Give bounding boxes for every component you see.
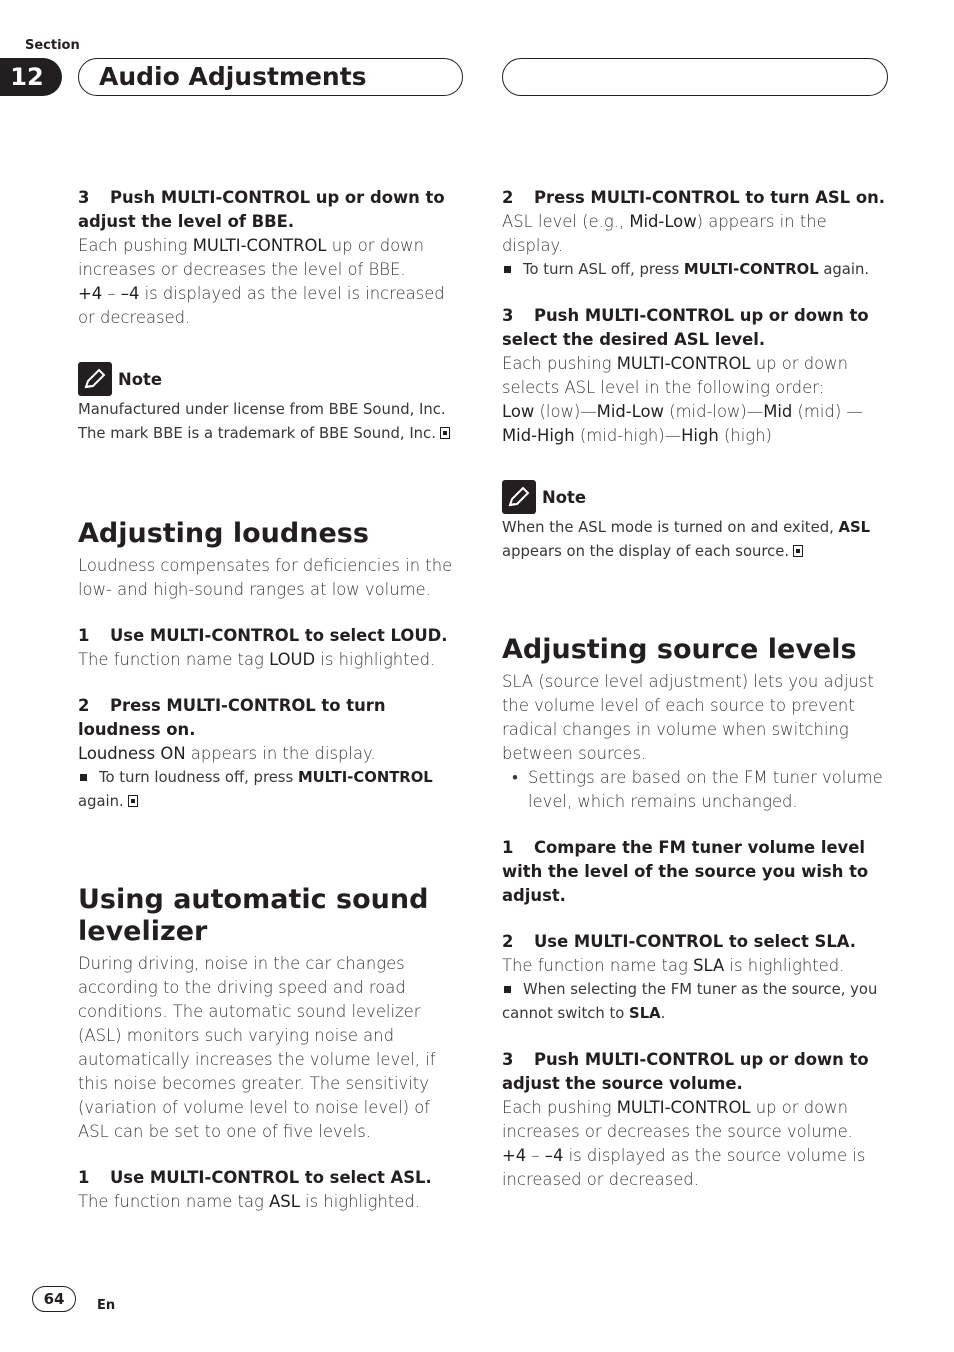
step-3-bbe: 3 Push MULTI-CONTROL up or down to adjust the level of BBE. <box>78 188 445 231</box>
note-heading: Note <box>502 480 886 514</box>
left-column <box>78 186 462 1214</box>
step-2-sla: 2 Use MULTI-CONTROL to select SLA. <box>502 932 857 951</box>
asl-intro: During driving, noise in the car changes according to the driving speed and road conditions. The automatic sound levelizer (ASL) monitors such varying noise and automatically increases the volume level, if this noise becomes greater. The sensitivity (variation of volume level to noise level) of ASL can be set to one of five levels. <box>78 954 436 1141</box>
note-bbe-text: Manufactured under license from BBE Sound, Inc. The mark BBE is a trademark of BBE Sound, Inc. <box>78 398 462 446</box>
header-pill-empty <box>502 58 888 96</box>
loud-step2-note: To turn loudness off, press MULTI-CONTROL again. <box>78 769 433 810</box>
sla-intro: SLA (source level adjustment) lets you adjust the volume level of each source to prevent radical changes in volume when switching between sources. <box>502 672 874 763</box>
pencil-note-icon <box>78 362 112 396</box>
end-mark-icon <box>128 795 138 807</box>
page-title: Audio Adjustments <box>78 58 463 96</box>
asl-step1-body: The function name tag ASL is highlighted. <box>78 1192 420 1211</box>
note-heading: Note <box>78 362 462 396</box>
end-mark-icon <box>440 427 450 439</box>
sla-step2-note: When selecting the FM tuner as the source, you cannot switch to SLA. <box>502 981 878 1022</box>
square-bullet-icon <box>504 986 511 993</box>
asl-step2-body: ASL level (e.g., Mid-Low) appears in the display. <box>502 212 827 255</box>
note-asl-text: When the ASL mode is turned on and exited, ASL appears on the display of each source. <box>502 519 871 560</box>
loudness-intro: Loudness compensates for deficiencies in the low- and high-sound ranges at low volume. <box>78 556 453 599</box>
step-3-asl-level: 3 Push MULTI-CONTROL up or down to select the desired ASL level. <box>502 306 869 349</box>
loud-step2-body: Loudness ON appears in the display. <box>78 744 376 763</box>
heading-adjusting-loudness: Adjusting loudness <box>78 518 369 549</box>
sla-bullet: • Settings are based on the FM tuner volume level, which remains unchanged. <box>502 766 886 814</box>
step-2-asl-on: 2 Press MULTI-CONTROL to turn ASL on. <box>502 188 885 207</box>
square-bullet-icon <box>80 774 87 781</box>
step-1-asl: 1 Use MULTI-CONTROL to select ASL. <box>78 1168 432 1187</box>
asl-step3-body: Each pushing MULTI-CONTROL up or down selects ASL level in the following order: Low (low)—Mid-Low (mid-low)—Mid (mid) —Mid-High (mid-high)—High (high) <box>502 354 863 445</box>
step-1-sla: 1 Compare the FM tuner volume level with the level of the source you wish to adjust. <box>502 838 869 905</box>
right-column <box>502 186 886 1192</box>
loud-step1-body: The function name tag LOUD is highlighted. <box>78 650 436 669</box>
section-number-badge: 12 <box>0 58 62 96</box>
asl-step2-note: To turn ASL off, press MULTI-CONTROL again. <box>502 258 886 282</box>
heading-asl: Using automatic sound levelizer <box>78 884 429 947</box>
page-number: 64 <box>32 1286 76 1312</box>
square-bullet-icon <box>504 266 511 273</box>
bbe-body: Each pushing MULTI-CONTROL up or down increases or decreases the level of BBE. +4 – –4 is displayed as the level is increased or decreased. <box>78 236 445 327</box>
sla-step3-body: Each pushing MULTI-CONTROL up or down increases or decreases the source volume. +4 – –4 is displayed as the source volume is increased or decreased. <box>502 1098 866 1189</box>
section-label: Section <box>25 38 80 53</box>
language-code: En <box>97 1298 116 1313</box>
end-mark-icon <box>793 545 803 557</box>
step-3-sla: 3 Push MULTI-CONTROL up or down to adjust the source volume. <box>502 1050 869 1093</box>
step-2-loud: 2 Press MULTI-CONTROL to turn loudness on. <box>78 696 386 739</box>
sla-step2-body: The function name tag SLA is highlighted. <box>502 956 845 975</box>
step-1-loud: 1 Use MULTI-CONTROL to select LOUD. <box>78 626 448 645</box>
bullet-dot-icon: • <box>512 768 518 787</box>
heading-adjusting-source-levels: Adjusting source levels <box>502 634 857 665</box>
pencil-note-icon <box>502 480 536 514</box>
